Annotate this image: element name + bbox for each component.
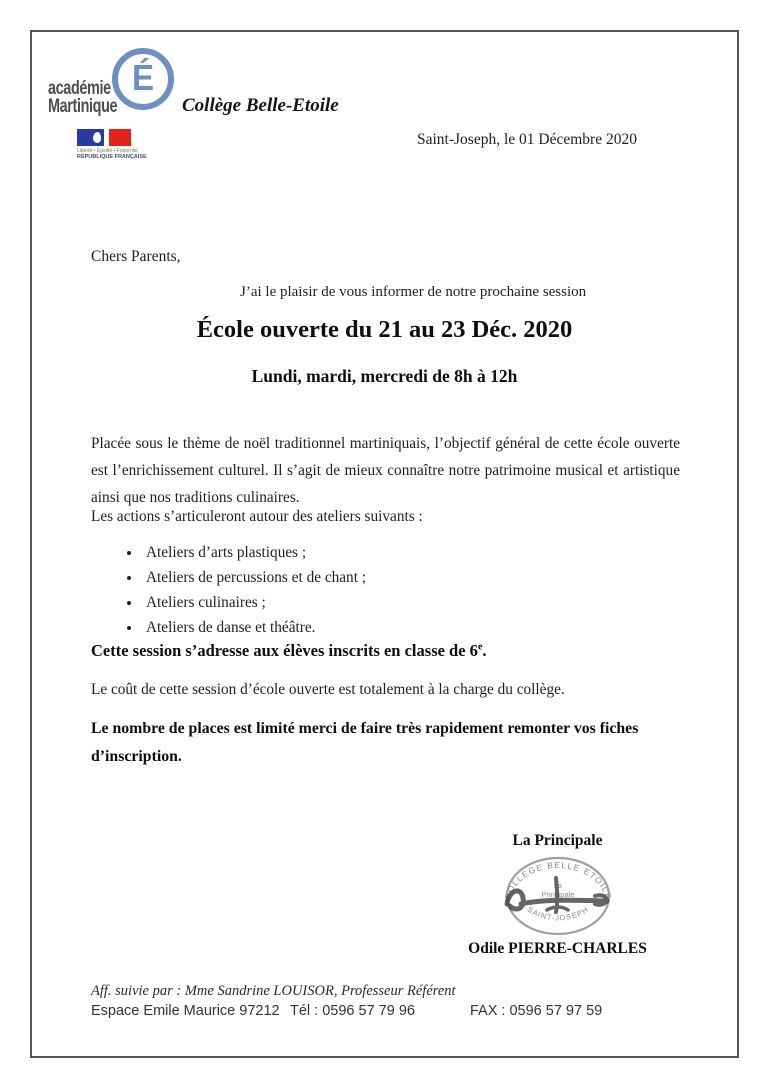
signature-block: [440, 832, 675, 958]
academie-e-circle-icon: [112, 48, 174, 110]
list-item: • Ateliers d’arts plastiques ;: [142, 540, 366, 565]
stamp-center-line1: La: [553, 883, 562, 890]
atelier-bullet-list: [118, 540, 366, 640]
republic-name: RÉPUBLIQUE FRANÇAISE: [77, 154, 147, 160]
salutation: Chers Parents,: [91, 248, 181, 265]
list-item: • Ateliers culinaires ;: [142, 590, 366, 615]
flag-red-icon: [109, 129, 131, 146]
cost-line: Le coût de cette session d’école ouverte est totalement à la charge du collège.: [91, 681, 565, 698]
republic-caption: [77, 148, 147, 160]
intro-sentence: J’ai le plaisir de vous informer de notre prochaine session: [240, 284, 587, 300]
signature-role: La Principale: [512, 832, 603, 849]
target-class-line: [91, 641, 487, 661]
stamp-arc-bottom-text: SAINT-JOSEPH: [525, 904, 590, 923]
body-paragraph-ateliers-intro: Les actions s’articuleront autour des ateliers suivants :: [91, 508, 423, 525]
footer-fax: FAX : 0596 57 97 59: [470, 1003, 603, 1019]
academie-line1: académie: [48, 78, 111, 99]
stamp-arc-top-text: COLLEGE BELLE ETOILE: [501, 859, 614, 902]
republic-motto: Liberté • Égalité • Fraternité: [77, 148, 139, 154]
footer-reference-line: Aff. suivie par : Mme Sandrine LOUISOR, Professeur Référent: [91, 983, 456, 999]
academie-martinique-logo: [48, 46, 208, 136]
letter-subtitle: Lundi, mardi, mercredi de 8h à 12h: [251, 366, 518, 386]
letter-page: [30, 30, 739, 1058]
school-stamp: [499, 854, 617, 938]
flag-blue-marianne-icon: [77, 129, 104, 146]
academie-line2: Martinique: [48, 96, 118, 117]
body-paragraph-theme: Placée sous le thème de noël traditionnel martiniquais, l’objectif général de cette école ouverte est l’enrichissement culturel. Il s’agit de mieux connaître notre patrimoine musical et artistique ainsi que nos traditions culinaires.: [91, 435, 680, 506]
footer-contact-line: [91, 1003, 677, 1023]
stamp-center-line2: Principale: [541, 890, 574, 899]
list-item: • Ateliers de danse et théâtre.: [142, 615, 366, 640]
republique-francaise-logo: [77, 129, 147, 160]
principal-name: Odile PIERRE-CHARLES: [468, 940, 647, 957]
academie-logo-text: [48, 80, 117, 116]
academie-e-letter: É: [131, 56, 155, 98]
target-class-superscript: e: [477, 641, 483, 653]
school-name: Collège Belle-Etoile: [182, 95, 339, 116]
stamp-icon: [499, 854, 617, 938]
letter-title: École ouverte du 21 au 23 Déc. 2020: [196, 316, 573, 343]
list-item: • Ateliers de percussions et de chant ;: [142, 565, 366, 590]
footer-address: Espace Emile Maurice 97212: [91, 1003, 280, 1019]
limited-places-notice: Le nombre de places est limité merci de faire très rapidement remonter vos fiches d’inscription.: [91, 720, 639, 765]
signature-scribble-icon: [507, 878, 607, 912]
target-class-period: .: [482, 641, 487, 660]
target-class-text: Cette session s’adresse aux élèves inscrits en classe de 6: [91, 641, 478, 660]
french-flag-icon: [77, 129, 139, 146]
footer-phone: Tél : 0596 57 79 96: [290, 1003, 415, 1019]
dateline: Saint-Joseph, le 01 Décembre 2020: [417, 131, 637, 148]
